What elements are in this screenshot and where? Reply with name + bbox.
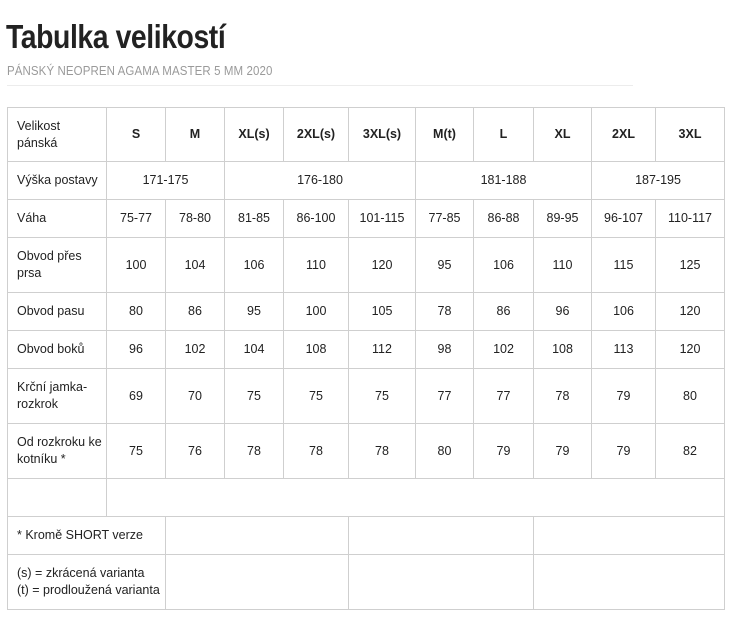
table-cell: 78 bbox=[416, 293, 474, 331]
empty-cell bbox=[166, 555, 349, 610]
table-cell: 77-85 bbox=[416, 200, 474, 238]
empty-cell bbox=[349, 517, 534, 555]
divider bbox=[7, 85, 633, 86]
table-cell: 96 bbox=[534, 293, 592, 331]
table-cell: 110 bbox=[534, 238, 592, 293]
table-cell: 102 bbox=[474, 331, 534, 369]
empty-cell bbox=[534, 517, 725, 555]
table-row bbox=[8, 369, 725, 424]
note-row bbox=[8, 517, 725, 555]
table-cell: 75-77 bbox=[107, 200, 166, 238]
size-header-cell: 3XL(s) bbox=[349, 108, 416, 162]
row-label-line: Krční jamka- bbox=[17, 380, 88, 394]
table-cell: 80 bbox=[416, 424, 474, 479]
table-cell: 100 bbox=[284, 293, 349, 331]
table-cell: 96 bbox=[107, 331, 166, 369]
size-header-cell: XL(s) bbox=[225, 108, 284, 162]
table-cell: 76 bbox=[166, 424, 225, 479]
table-cell: 79 bbox=[474, 424, 534, 479]
table-cell: 112 bbox=[349, 331, 416, 369]
table-cell: 75 bbox=[284, 369, 349, 424]
table-cell: 120 bbox=[349, 238, 416, 293]
table-cell: 79 bbox=[534, 424, 592, 479]
row-label bbox=[8, 331, 107, 369]
table-cell: 110-117 bbox=[656, 200, 725, 238]
empty-cell bbox=[349, 555, 534, 610]
row-label-line: Obvod přes bbox=[17, 249, 82, 263]
size-header-cell: XL bbox=[534, 108, 592, 162]
row-label-line: Obvod pasu bbox=[17, 304, 85, 318]
table-cell: 86-100 bbox=[284, 200, 349, 238]
row-label bbox=[8, 369, 107, 424]
table-cell: 115 bbox=[592, 238, 656, 293]
height-group-cell: 181-188 bbox=[416, 162, 592, 200]
size-header-cell: M bbox=[166, 108, 225, 162]
page-title: Tabulka velikostí bbox=[6, 18, 226, 55]
table-cell: 120 bbox=[656, 331, 725, 369]
table-cell: 75 bbox=[225, 369, 284, 424]
empty-row bbox=[8, 479, 725, 517]
table-cell: 78-80 bbox=[166, 200, 225, 238]
table-cell: 69 bbox=[107, 369, 166, 424]
note-line: (s) = zkrácená varianta bbox=[17, 566, 145, 580]
table-cell: 79 bbox=[592, 369, 656, 424]
table-cell: 86 bbox=[166, 293, 225, 331]
table-cell: 108 bbox=[534, 331, 592, 369]
table-cell: 125 bbox=[656, 238, 725, 293]
height-group-cell: 187-195 bbox=[592, 162, 725, 200]
table-cell: 78 bbox=[534, 369, 592, 424]
header-label-line: pánská bbox=[17, 135, 58, 150]
row-label bbox=[8, 293, 107, 331]
table-cell: 101-115 bbox=[349, 200, 416, 238]
row-label bbox=[8, 238, 107, 293]
row-label-line: Obvod boků bbox=[17, 342, 85, 356]
table-cell: 79 bbox=[592, 424, 656, 479]
table-cell: 78 bbox=[284, 424, 349, 479]
note-cell: * Kromě SHORT verze bbox=[8, 517, 166, 555]
header-row bbox=[8, 108, 725, 162]
height-group-cell: 176-180 bbox=[225, 162, 416, 200]
table-cell: 95 bbox=[225, 293, 284, 331]
table-cell: 106 bbox=[225, 238, 284, 293]
row-label-line: Váha bbox=[17, 211, 47, 225]
table-cell: 102 bbox=[166, 331, 225, 369]
table-cell: 77 bbox=[416, 369, 474, 424]
table-cell: 70 bbox=[166, 369, 225, 424]
header-label-cell bbox=[8, 108, 107, 162]
row-label-line: rozkrok bbox=[17, 397, 58, 411]
empty-cell bbox=[534, 555, 725, 610]
table-cell: 108 bbox=[284, 331, 349, 369]
table-row bbox=[8, 424, 725, 479]
row-label bbox=[8, 424, 107, 479]
size-header-cell: S bbox=[107, 108, 166, 162]
table-row bbox=[8, 238, 725, 293]
size-header-cell: L bbox=[474, 108, 534, 162]
table-cell: 98 bbox=[416, 331, 474, 369]
header-label-line: Velikost bbox=[17, 118, 61, 133]
table-cell: 105 bbox=[349, 293, 416, 331]
table-cell: 96-107 bbox=[592, 200, 656, 238]
table-cell: 95 bbox=[416, 238, 474, 293]
size-header-cell: 3XL bbox=[656, 108, 725, 162]
table-cell: 89-95 bbox=[534, 200, 592, 238]
table-cell: 86-88 bbox=[474, 200, 534, 238]
table-cell: 75 bbox=[107, 424, 166, 479]
table-row bbox=[8, 331, 725, 369]
table-cell: 78 bbox=[225, 424, 284, 479]
empty-cell bbox=[8, 479, 107, 517]
height-group-cell: 171-175 bbox=[107, 162, 225, 200]
table-cell: 104 bbox=[225, 331, 284, 369]
table-cell: 104 bbox=[166, 238, 225, 293]
size-header-cell: 2XL(s) bbox=[284, 108, 349, 162]
note-row bbox=[8, 555, 725, 610]
row-label-line: Od rozkroku ke bbox=[17, 435, 102, 449]
table-cell: 106 bbox=[592, 293, 656, 331]
table-cell: 110 bbox=[284, 238, 349, 293]
table-cell: 80 bbox=[656, 369, 725, 424]
table-cell: 77 bbox=[474, 369, 534, 424]
table-cell: 113 bbox=[592, 331, 656, 369]
size-header-cell: 2XL bbox=[592, 108, 656, 162]
row-label-line: prsa bbox=[17, 266, 42, 280]
note-line: (t) = prodloužená varianta bbox=[17, 583, 160, 597]
empty-cell bbox=[166, 517, 349, 555]
table-cell: 80 bbox=[107, 293, 166, 331]
table-cell: 86 bbox=[474, 293, 534, 331]
table-cell: 82 bbox=[656, 424, 725, 479]
note-cell bbox=[8, 555, 166, 610]
table-cell: 106 bbox=[474, 238, 534, 293]
product-subtitle: PÁNSKÝ NEOPREN AGAMA MASTER 5 MM 2020 bbox=[7, 64, 273, 78]
row-label: Výška postavy bbox=[8, 162, 107, 200]
height-row bbox=[8, 162, 725, 200]
row-label bbox=[8, 200, 107, 238]
table-cell: 75 bbox=[349, 369, 416, 424]
table-cell: 100 bbox=[107, 238, 166, 293]
empty-cell bbox=[107, 479, 725, 517]
row-label-line: kotníku * bbox=[17, 452, 66, 466]
size-header-cell: M(t) bbox=[416, 108, 474, 162]
table-cell: 120 bbox=[656, 293, 725, 331]
table-row bbox=[8, 200, 725, 238]
table-row bbox=[8, 293, 725, 331]
table-cell: 81-85 bbox=[225, 200, 284, 238]
table-cell: 78 bbox=[349, 424, 416, 479]
size-table bbox=[7, 107, 725, 610]
